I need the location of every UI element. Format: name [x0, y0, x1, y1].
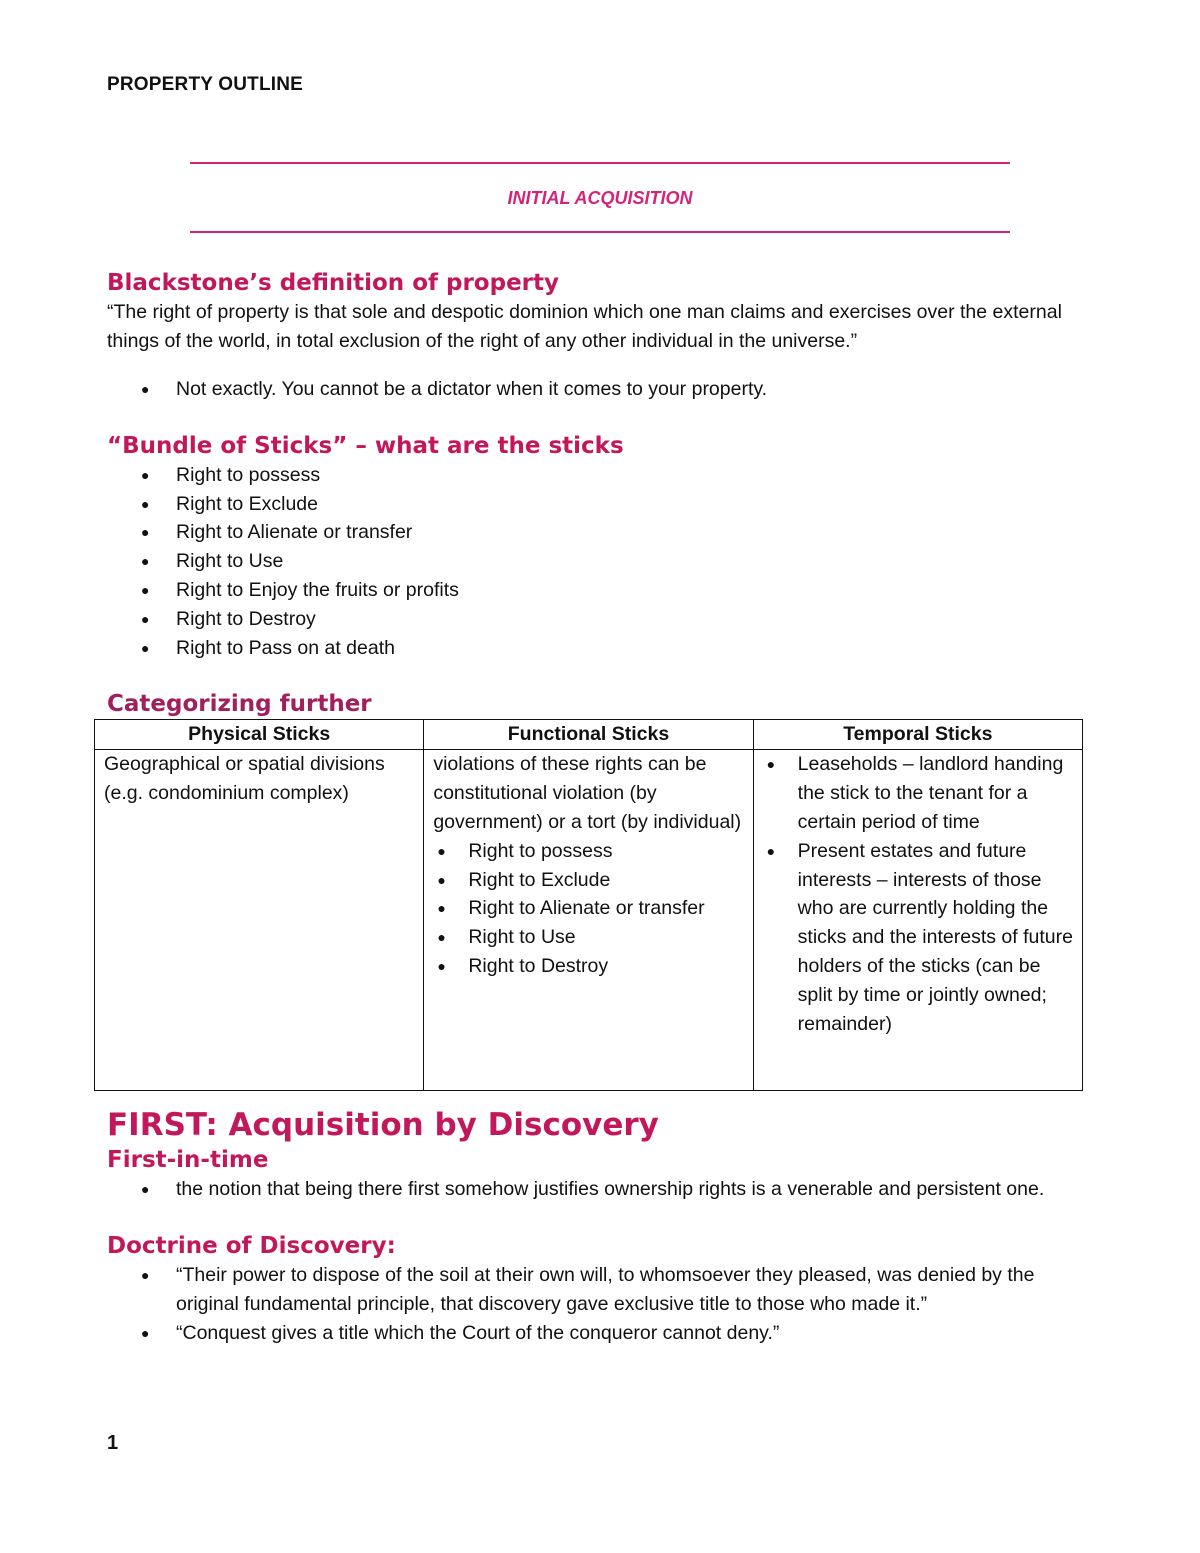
page-number: 1	[107, 1432, 119, 1454]
blackstone-heading: Blackstone’s definition of property	[107, 270, 560, 296]
list-item: ● Right to Use	[433, 923, 743, 952]
temporal-bullet-list	[763, 750, 1073, 1038]
physical-cell: Geographical or spatial divisions (e.g. condominium complex)	[95, 750, 424, 1091]
list-item: ● Right to Alienate or transfer	[107, 518, 1087, 547]
column-header-temporal: Temporal Sticks	[753, 720, 1082, 750]
table-row	[95, 750, 1083, 1091]
doctrine-heading: Doctrine of Discovery:	[107, 1233, 396, 1260]
list-item: ● Leaseholds – landlord handing the stick to the tenant for a certain period of time	[763, 750, 1073, 836]
list-item: ● Right to possess	[107, 461, 1087, 490]
doctrine-bullet-list	[107, 1261, 1087, 1347]
functional-cell	[424, 750, 753, 1091]
bundle-heading: “Bundle of Sticks” – what are the sticks	[107, 432, 624, 459]
functional-bullet-list	[433, 837, 743, 981]
blackstone-bullet-list	[107, 375, 1087, 404]
list-item: ● Right to possess	[433, 837, 743, 866]
list-item: ● Present estates and future interests – interests of those who are currently holding the sticks and the interests of future holders of the sticks (can be split by time or jointly owned; remainder)	[763, 837, 1073, 1039]
sticks-table	[94, 719, 1083, 1091]
table-header-row	[95, 720, 1083, 750]
section-rule-top	[190, 162, 1010, 164]
column-header-functional: Functional Sticks	[424, 720, 753, 750]
functional-intro: violations of these rights can be constitutional violation (by government) or a tort (by individual)	[433, 753, 742, 833]
first-heading: FIRST: Acquisition by Discovery	[107, 1107, 659, 1144]
list-item: ● Right to Destroy	[433, 952, 743, 981]
list-item: ● Right to Exclude	[433, 866, 743, 895]
list-item: ● Not exactly. You cannot be a dictator when it comes to your property.	[107, 375, 1087, 404]
list-item: ● Right to Alienate or transfer	[433, 894, 743, 923]
first-bullet-list	[107, 1175, 1087, 1204]
list-item: ● Right to Enjoy the fruits or profits	[107, 576, 1087, 605]
categorizing-heading: Categorizing further	[107, 691, 372, 718]
list-item: ● Right to Destroy	[107, 605, 1087, 634]
list-item: ● the notion that being there first somehow justifies ownership rights is a venerable and persistent one.	[107, 1175, 1087, 1204]
temporal-cell	[753, 750, 1082, 1091]
list-item: ● Right to Use	[107, 547, 1087, 576]
list-item: ● Right to Pass on at death	[107, 634, 1087, 663]
list-item: ● Right to Exclude	[107, 490, 1087, 519]
list-item: ● “Conquest gives a title which the Court of the conqueror cannot deny.”	[107, 1319, 1087, 1348]
first-in-time-heading: First-in-time	[107, 1147, 269, 1174]
blackstone-quote: “The right of property is that sole and despotic dominion which one man claims and exercises over the external things of the world, in total exclusion of the right of any other individual in the universe.”	[107, 301, 1062, 352]
bundle-bullet-list	[107, 461, 1087, 663]
section-banner-title: INITIAL ACQUISITION	[507, 188, 693, 208]
document-header-title: PROPERTY OUTLINE	[107, 74, 304, 95]
document-body	[104, 268, 1087, 1348]
column-header-physical: Physical Sticks	[95, 720, 424, 750]
section-rule-bottom	[190, 231, 1010, 233]
list-item: ● “Their power to dispose of the soil at their own will, to whomsoever they pleased, was denied by the original fundamental principle, that discovery gave exclusive title to those who made it.”	[107, 1261, 1087, 1319]
